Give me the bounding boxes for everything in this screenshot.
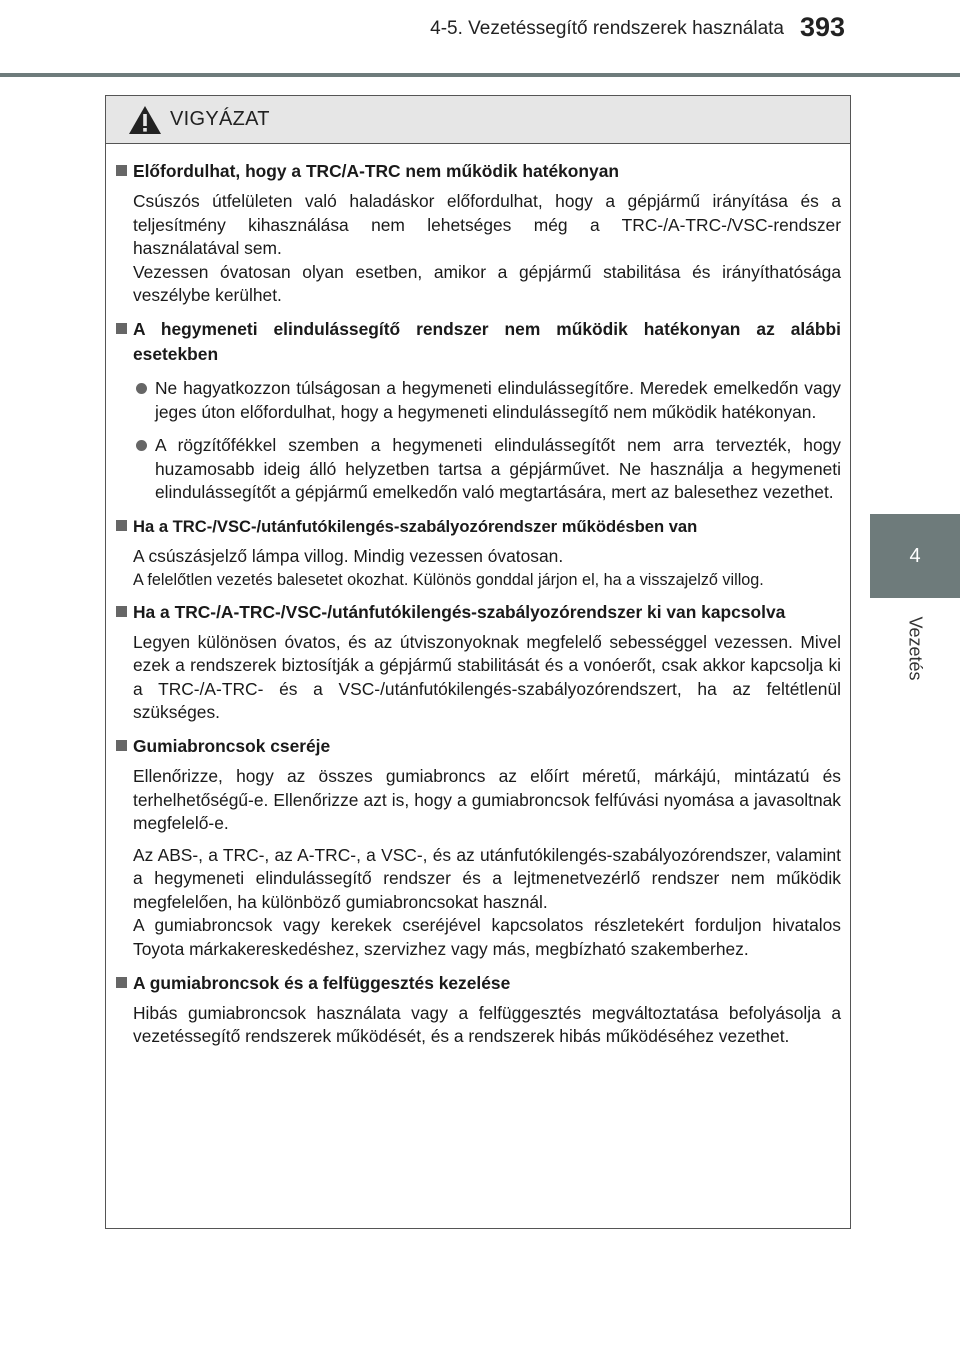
paragraph-small: A felelőtlen vezetés balesetet okozhat. Különös gonddal járjon el, ha a visszajelző villog. (133, 570, 764, 589)
chapter-tab[interactable] (870, 514, 960, 598)
paragraph: Vezessen óvatosan olyan esetben, amikor a gépjármű stabilitása és irányíthatósága veszélybe kerülhet. (133, 261, 841, 306)
paragraph: A gumiabroncsok vagy kerekek cseréjével kapcsolatos részletekért forduljon hivatalos Toyota márkakereskedéshez, szervizhez vagy más, megbízható szakemberhez. (133, 915, 841, 960)
paragraph: Csúszós útfelületen való haladáskor előfordulhat, hogy a gépjármű irányítása és a teljesítmény kihasználása nem lehetséges még a TRC-/A-TRC-/VSC-rendszer használatával sem. (133, 191, 841, 259)
section-title: Ha a TRC-/A-TRC-/VSC-/utánfutókilengés-szabályozórendszer ki van kapcsolva (114, 600, 841, 625)
section-trc-ineffective (114, 159, 841, 308)
page-number: 393 (800, 12, 846, 42)
section-systems-off (114, 600, 841, 725)
square-bullet-icon (116, 977, 127, 988)
paragraph: Az ABS-, a TRC-, az A-TRC-, a VSC-, és az utánfutókilengés-szabályozórendszer, valamint a hegymeneti elindulássegítő rendszer és a lejtmenetvezérlő rendszer nem működik megfelelően, ha különböző gumiabroncsokat használ. (133, 844, 841, 912)
chapter-tab-number: 4 (909, 544, 921, 567)
paragraph: A csúszásjelző lámpa villog. Mindig vezessen óvatosan. (133, 545, 564, 566)
section-tire-replacement (114, 734, 841, 962)
caution-header (106, 96, 850, 144)
section-hill-start-assist (114, 317, 841, 505)
caution-box (105, 95, 851, 1229)
chapter-side-label-text: Vezetés (905, 615, 926, 681)
section-title: Gumiabroncsok cseréje (114, 734, 841, 759)
section-tire-suspension (114, 971, 841, 1049)
section-trc-vsc-active (114, 514, 841, 591)
chapter-title: 4-5. Vezetéssegítő rendszerek használata (430, 18, 784, 39)
chapter-side-label (870, 598, 960, 698)
square-bullet-icon (116, 165, 127, 176)
section-title: A hegymeneti elindulássegítő rendszer nem működik hatékonyan az alábbi esetekben (114, 317, 841, 367)
round-bullet-icon (136, 440, 147, 451)
round-bullet-icon (136, 383, 147, 394)
paragraph: Hibás gumiabroncsok használata vagy a felfüggesztés megváltoztatása befolyásolja a vezetéssegítő rendszerek működését, és a rendszerek hibás működéséhez vezethet. (133, 1002, 841, 1047)
paragraph: Ellenőrizze, hogy az összes gumiabroncs az előírt méretű, márkájú, mintázatú és terhelhetőségű-e. Ellenőrizze azt is, hogy a gumiabroncsok felfúvási nyomása a javasoltnak megfelelő-e. (133, 765, 841, 834)
section-title: Előfordulhat, hogy a TRC/A-TRC nem működik hatékonyan (114, 159, 841, 184)
section-title: A gumiabroncsok és a felfüggesztés kezelése (114, 971, 841, 996)
square-bullet-icon (116, 606, 127, 617)
caution-body (106, 144, 850, 1049)
square-bullet-icon (116, 323, 127, 334)
paragraph: Legyen különösen óvatos, és az útviszonyoknak megfelelő sebességgel vezessen. Mivel ezek a rendszerek biztosítják a gépjármű stabilitását és a vonóerőt, csak akkor kapcsolja ki a TRC-/A-TRC- és a VSC-/utánfutókilengés-szabályozórendszert, ha az feltétlenül szükséges. (133, 631, 841, 723)
caution-label: VIGYÁZAT (170, 108, 270, 130)
square-bullet-icon (116, 740, 127, 751)
bullet-item: A rögzítőfékkel szemben a hegymeneti elindulássegítőt nem arra tervezték, hogy huzamosabb ideig álló helyzetben tartsa a gépjárművet. Ne használja a hegymeneti elindulássegítőt a gépjármű emelkedőn való megtartására, mert az balesethez vezethet. (133, 434, 841, 505)
bullet-item: Ne hagyatkozzon túlságosan a hegymeneti elindulássegítőre. Meredek emelkedőn vagy jeges úton előfordulhat, hogy a hegymeneti elindulássegítő nem működik hatékonyan. (133, 377, 841, 424)
section-title: Ha a TRC-/VSC-/utánfutókilengés-szabályozórendszer működésben van (114, 514, 841, 539)
header-rule (0, 73, 960, 77)
square-bullet-icon (116, 520, 127, 531)
warning-triangle-icon (128, 105, 162, 135)
